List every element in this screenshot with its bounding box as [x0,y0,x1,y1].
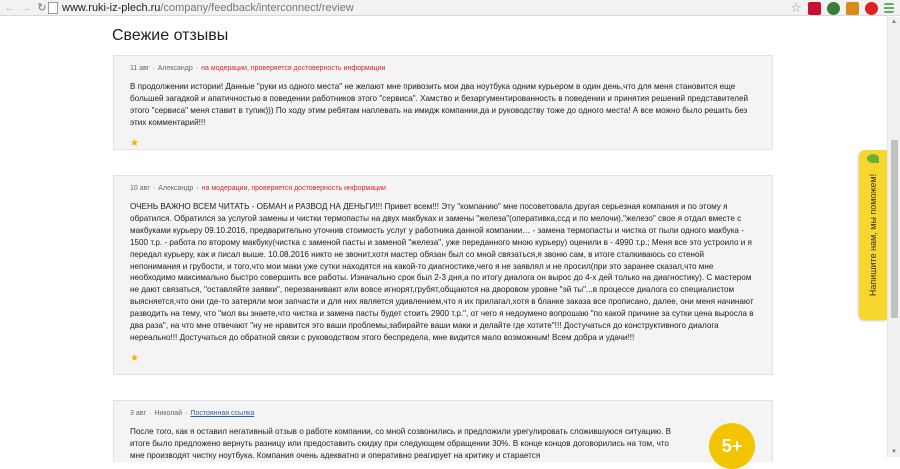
review-author: Николай [154,410,183,417]
review-card [113,175,773,375]
scroll-down-icon[interactable]: ▼ [891,449,897,455]
menu-icon[interactable] [884,3,894,13]
feedback-widget[interactable] [859,150,887,320]
pdf-extension-icon[interactable] [808,2,821,15]
browser-toolbar [0,0,900,16]
review-date: 11 авг [130,65,150,72]
rating-star-icon: ★ [130,137,139,149]
url-host: www.ruki-iz-plech.ru [62,2,161,14]
tile-extension-icon[interactable] [846,2,859,15]
review-text: После того, как я оставил негативный отзыв о работе компании, со мной созвонились и предложили урегулировать сложившуюся ситуацию. В итоге было предложено вернуть разницу или предоставить скидку при следующем обращении 30%. В конце концов договорились на том, что мне производят чистку ноутбука. Компания очень адекватно и оперативно реагирует на критику и старается [130,427,672,460]
vertical-scrollbar[interactable] [887,17,900,457]
url-path: /company/feedback/interconnect/review [160,2,354,14]
forward-arrow-icon[interactable]: → [20,1,32,14]
page-title: Свежие отзывы [112,27,229,44]
yandex-extension-icon[interactable] [865,2,878,15]
bookmark-star-icon[interactable]: ☆ [790,0,802,15]
rating-badge: 5+ [709,423,755,469]
review-meta: 3 авг · Николай · Постоянная ссылка [130,410,255,417]
review-meta: 11 авг · Александр · на модерации, проверяется достоверность информации [130,65,386,72]
moderation-status: на модерации, проверяется достоверность информации [201,185,386,192]
review-author: Александр [157,65,193,72]
rating-star-icon: ★ [130,352,139,364]
review-text: ОЧЕНЬ ВАЖНО ВСЕМ ЧИТАТЬ - ОБМАН и РАЗВОД НА ДЕНЬГИ!!! Привет всем!!! Эту "компанию" мне посоветовала другая серьезная компания и по этому я обратился. Обратился за услугой замены и чистки термопасты на двух макбуках и замены "железа"(оперативка,ссд и по мелочи),"железо" свое я отдал вместе с макбуками курьеру 09.10.2016, предварительно уточнив стоимость услуг у работника данной компании… - замена термопасты и чистка от пыли одного макбука - 1500 т.р. - работа по второму макбуку(чистка с заменой пасты и заменой "железа", уже переданного мною курьеру) оценили в - 4990 т.р.; Меня все это устроило и я передал курьеру, как и писал выше. 10.08.2016 никто не звонит,хотя мастер обязан был со мной связаться,я звоню сам, в итоге сталкиваюсь со стеной непонимания и грубости, и того,что мои маки уже сутки находятся на какой-то диагностике,чего я не заявлял и не просил(при это заранее сказал,что мне необходимо максимально быстро совершить все работы. Изначально срок был 2-3 дня,а по итогу диалога он вырос до 4-х дей только на диагностику). С мастером не дают связаться, "оставляйте заявки", перезванивают или вовсе игнорят,грубят,общаются на дворовом уровне "эй ты"...в процессе диалога со специалистом выясняется,что они где-то затеряли мои запчасти и для них является удивлением,что я их прилагал,хотя в бланке заказа все прописано, далее, они меня начинают разводить на тему, что "мол вы знаете,что чистка и замена пасты будет стоить 2900 т.р.", от чего я недоумено вопрошаю "по какой причине за сутки цена выросла в два раза", на что мне отвечают "ну не нравится это ваши проблемы,забирайте ваши маки и делайте где хотите"!!! Достучаться до конструктивного диалога нереально!!! Достучаться до обратной связи с руководством этого беспредела, мне видится мало возможным! Всем добра и удачи!!! [130,202,754,342]
review-date: 10 авг [130,185,150,192]
review-card [113,400,773,462]
reload-icon[interactable]: ↻ [37,2,47,14]
review-meta: 10 авг · Александр · на модерации, проверяется достоверность информации [130,185,386,192]
feedback-widget-label: Напишите нам, мы поможем! [868,173,878,297]
review-date: 3 авг [130,410,147,417]
back-arrow-icon[interactable]: ← [4,1,16,14]
page-icon [48,2,58,14]
leaf-icon [867,154,879,163]
review-text: В продолжении истории! Данные "руки из одного места" не желают мне привозить мои два ноутбука одним курьером в один день,что для меня становится еще большей загадкой и апатичностью в поведении работников этого "сервиса". Хамство и безаргументированность в поведении и принятия решений представителей этого "сервиса" меня ставит в тупик))) По ходу этим ребятам наплевать на имидж компании,да и руководству тоже до одного места! А все можно было решить без этих комментарий!!! [130,82,749,127]
scrollbar-thumb[interactable] [891,140,898,318]
review-card [113,55,773,150]
scroll-up-icon[interactable]: ▲ [891,19,897,25]
extensions-bar [790,1,894,15]
address-bar[interactable] [48,1,788,15]
permalink[interactable]: Постоянная ссылка [190,410,255,417]
moderation-status: на модерации, проверяется достоверность информации [201,65,386,72]
shield-extension-icon[interactable] [827,2,840,15]
review-author: Александр [158,185,194,192]
